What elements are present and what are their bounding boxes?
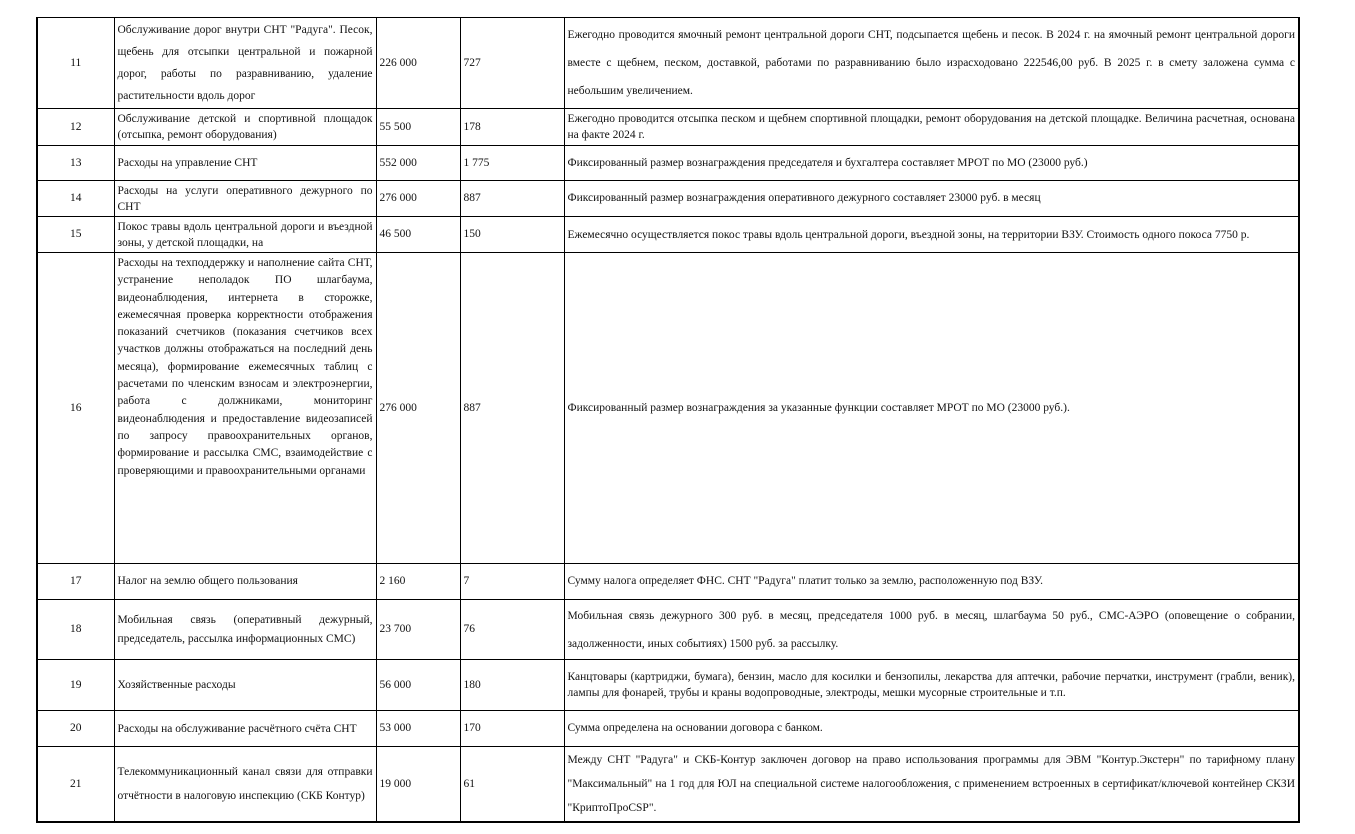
- expense-name: Покос травы вдоль центральной дороги и въездной зоны, у детской площадки, на: [114, 217, 376, 253]
- row-number: 20: [37, 711, 114, 747]
- table-row: [37, 146, 1299, 181]
- expense-sum: 276 000: [376, 181, 460, 217]
- row-number: 17: [37, 564, 114, 600]
- row-number: 21: [37, 747, 114, 823]
- row-number: 18: [37, 600, 114, 660]
- expense-per-unit: 727: [460, 18, 564, 109]
- expense-sum: 55 500: [376, 109, 460, 146]
- table-row: [37, 253, 1299, 564]
- expense-note: Мобильная связь дежурного 300 руб. в месяц, председателя 1000 руб. в месяц, шлагбаума 50 руб., СМС-АЭРО (оповещение о собрании, задолженности, иных событиях) 1500 руб. за рассылку.: [564, 600, 1299, 660]
- row-number: 12: [37, 109, 114, 146]
- expense-name: Налог на землю общего пользования: [114, 564, 376, 600]
- table-row: [37, 18, 1299, 109]
- expense-per-unit: 180: [460, 660, 564, 711]
- expense-note: Между СНТ "Радуга" и СКБ-Контур заключен договор на право использования программы для ЭВМ "Контур.Экстерн" по тарифному плану "Максимальный" на 1 год для ЮЛ на специальной системе налогообложения, с применением встроенных в сертификат/ключевой контейнер СКЗИ "КриптоПроCSP".: [564, 747, 1299, 823]
- expense-per-unit: 887: [460, 181, 564, 217]
- table-row: [37, 711, 1299, 747]
- expense-note: Канцтовары (картриджи, бумага), бензин, масло для косилки и бензопилы, лекарства для аптечки, рабочие перчатки, инструмент (грабли, веник), лампы для фонарей, трубы и краны водопроводные, электроды, мешки мусорные строительные и т.п.: [564, 660, 1299, 711]
- expense-sum: 56 000: [376, 660, 460, 711]
- expense-note: Фиксированный размер вознаграждения председателя и бухгалтера составляет МРОТ по МО (23000 руб.): [564, 146, 1299, 181]
- table-row: [37, 660, 1299, 711]
- expense-per-unit: 61: [460, 747, 564, 823]
- expense-name: Обслуживание дорог внутри СНТ "Радуга". Песок, щебень для отсыпки центральной и пожарной дорог, работы по разравниванию, удаление растительности вдоль дорог: [114, 18, 376, 109]
- expense-per-unit: 76: [460, 600, 564, 660]
- expense-name: Обслуживание детской и спортивной площадок (отсыпка, ремонт оборудования): [114, 109, 376, 146]
- expense-note: Фиксированный размер вознаграждения оперативного дежурного составляет 23000 руб. в месяц: [564, 181, 1299, 217]
- row-number: 16: [37, 253, 114, 564]
- expense-name: Расходы на обслуживание расчётного счёта СНТ: [114, 711, 376, 747]
- row-number: 15: [37, 217, 114, 253]
- expense-per-unit: 178: [460, 109, 564, 146]
- expense-per-unit: 150: [460, 217, 564, 253]
- expense-sum: 2 160: [376, 564, 460, 600]
- expense-name: Расходы на управление СНТ: [114, 146, 376, 181]
- row-number: 19: [37, 660, 114, 711]
- expense-sum: 552 000: [376, 146, 460, 181]
- expense-name: Мобильная связь (оперативный дежурный, председатель, рассылка информационных СМС): [114, 600, 376, 660]
- expense-name: Хозяйственные расходы: [114, 660, 376, 711]
- expense-per-unit: 887: [460, 253, 564, 564]
- expense-note: Ежемесячно осуществляется покос травы вдоль центральной дороги, въездной зоны, на территории ВЗУ. Стоимость одного покоса 7750 р.: [564, 217, 1299, 253]
- row-number: 14: [37, 181, 114, 217]
- expense-sum: 53 000: [376, 711, 460, 747]
- row-number: 13: [37, 146, 114, 181]
- budget-table: [36, 17, 1300, 823]
- table-row: [37, 109, 1299, 146]
- table-row: [37, 600, 1299, 660]
- expense-sum: 276 000: [376, 253, 460, 564]
- expense-sum: 19 000: [376, 747, 460, 823]
- table-row: [37, 747, 1299, 823]
- table-row: [37, 564, 1299, 600]
- expense-note: Ежегодно проводится ямочный ремонт центральной дороги СНТ, подсыпается щебень и песок. В 2024 г. на ямочный ремонт центральной дороги вместе с щебнем, песком, доставкой, работами по разравниванию было израсходовано 222546,00 руб. В 2025 г. в смету заложена сумма с небольшим увеличением.: [564, 18, 1299, 109]
- expense-note: Ежегодно проводится отсыпка песком и щебнем спортивной площадки, ремонт оборудования на детской площадке. Величина расчетная, основана на факте 2024 г.: [564, 109, 1299, 146]
- expense-name: Телекоммуникационный канал связи для отправки отчётности в налоговую инспекцию (СКБ Контур): [114, 747, 376, 823]
- expense-sum: 226 000: [376, 18, 460, 109]
- expense-note: Сумма определена на основании договора с банком.: [564, 711, 1299, 747]
- expense-name: Расходы на техподдержку и наполнение сайта СНТ, устранение неполадок ПО шлагбаума, видеонаблюдения, интернета в сторожке, ежемесячная проверка корректности отображения показаний счетчиков (показания счетчиков всех участков должны отображаться на последний день месяца), формирование ежемесячных таблиц с расчетами по членским взносам и электроэнергии, работа с должниками, мониторинг видеонаблюдения и предоставление видеозаписей по запросу правоохранительных органов, формирование и рассылка СМС, взаимодействие с проверяющими и правоохранительными органами: [114, 253, 376, 564]
- row-number: 11: [37, 18, 114, 109]
- expense-sum: 46 500: [376, 217, 460, 253]
- expense-per-unit: 7: [460, 564, 564, 600]
- expense-name: Расходы на услуги оперативного дежурного по СНТ: [114, 181, 376, 217]
- table-row: [37, 181, 1299, 217]
- table-row: [37, 217, 1299, 253]
- expense-note: Сумму налога определяет ФНС. СНТ "Радуга" платит только за землю, расположенную под ВЗУ.: [564, 564, 1299, 600]
- expense-per-unit: 1 775: [460, 146, 564, 181]
- expense-per-unit: 170: [460, 711, 564, 747]
- expense-sum: 23 700: [376, 600, 460, 660]
- expense-note: Фиксированный размер вознаграждения за указанные функции составляет МРОТ по МО (23000 руб.).: [564, 253, 1299, 564]
